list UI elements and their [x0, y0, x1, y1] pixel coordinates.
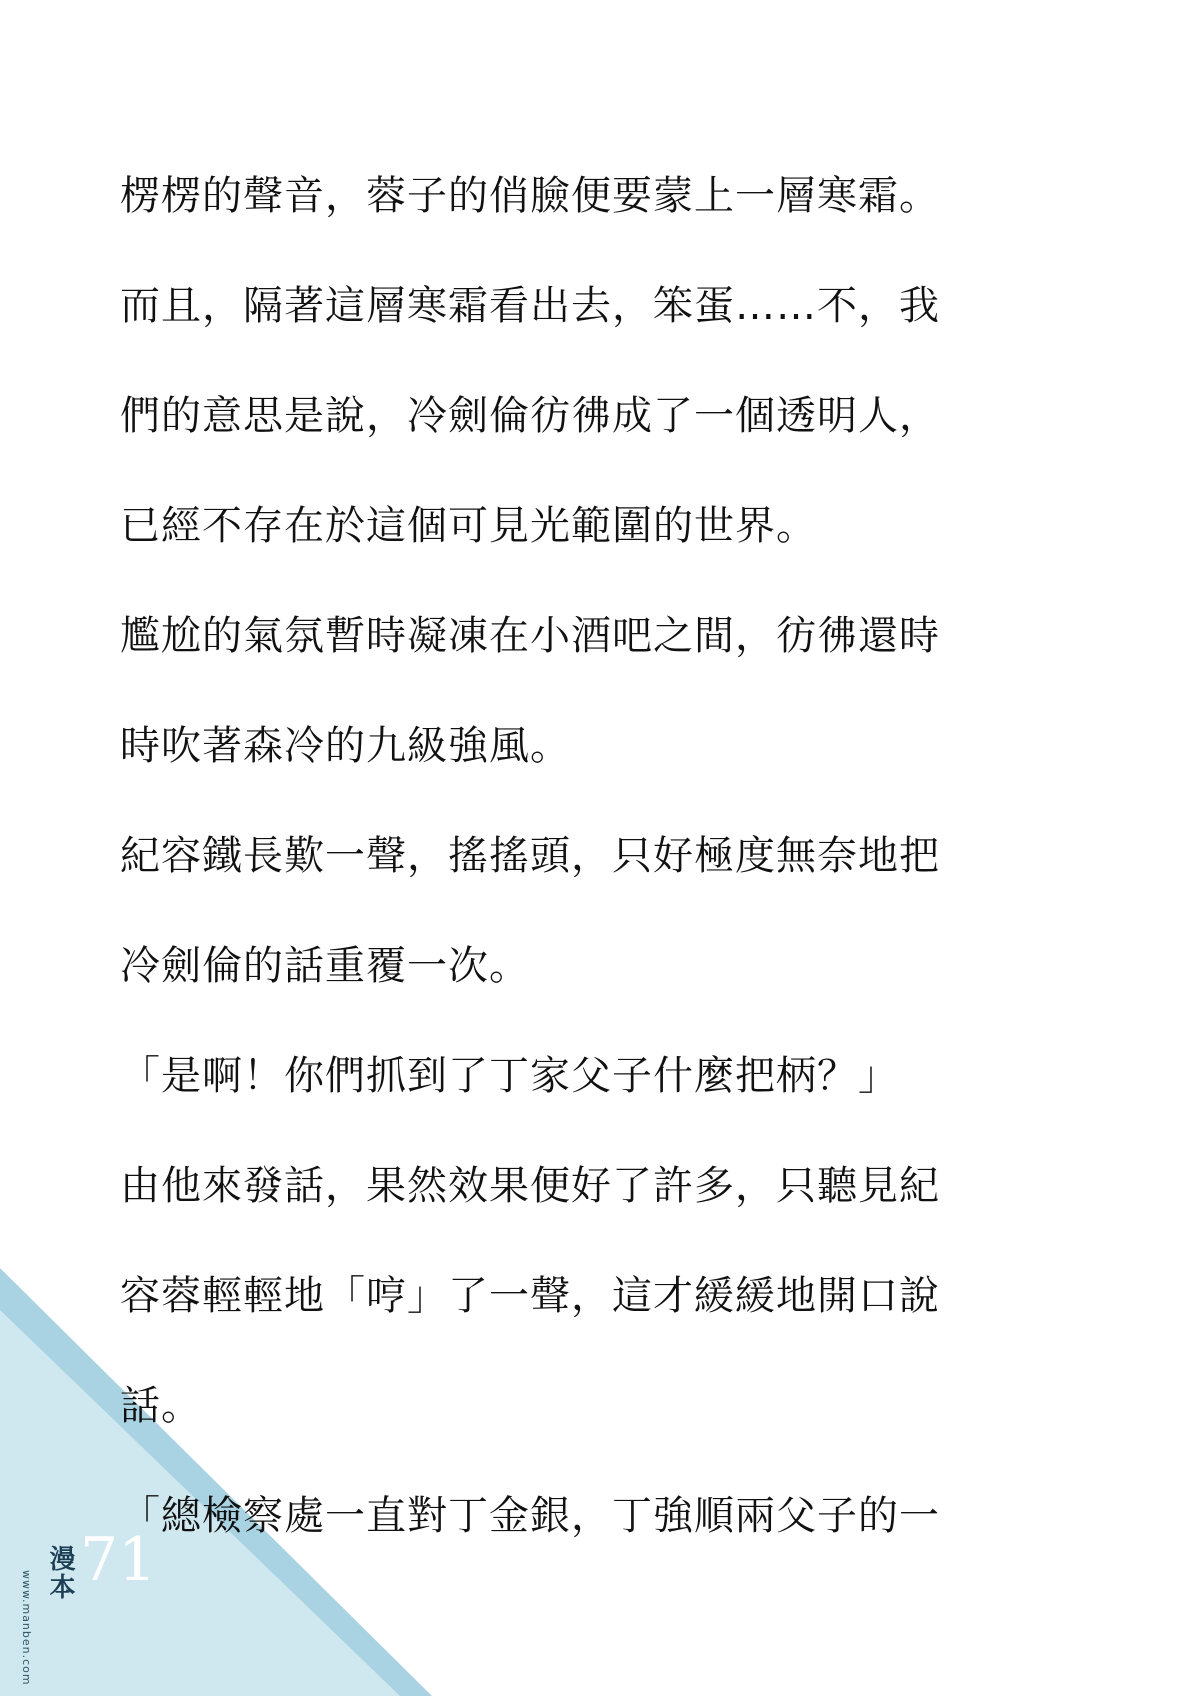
body-line: 時吹著森冷的九級強風。 [120, 723, 571, 769]
page-number: 71 [80, 1525, 157, 1595]
body-line: 話。 [120, 1383, 202, 1429]
body-line: 而且，隔著這層寒霜看出去，笨蛋……不，我 [120, 283, 940, 329]
body-line: 容蓉輕輕地「哼」了一聲，這才緩緩地開口說 [120, 1273, 940, 1319]
watermark-logo: 漫本 [45, 1545, 75, 1601]
body-line: 由他來發話，果然效果便好了許多，只聽見紀 [120, 1163, 940, 1209]
body-line: 「總檢察處一直對丁金銀，丁強順兩父子的一 [120, 1493, 940, 1539]
body-line: 已經不存在於這個可見光範圍的世界。 [120, 503, 817, 549]
body-line: 尷尬的氣氛暫時凝凍在小酒吧之間，彷彿還時 [120, 613, 940, 659]
body-line: 紀容鐵長歎一聲，搖搖頭，只好極度無奈地把 [120, 833, 940, 879]
body-line: 們的意思是說，冷劍倫彷彿成了一個透明人， [120, 393, 940, 439]
watermark-url: www.manben.com [20, 1570, 33, 1686]
body-line: 楞楞的聲音，蓉子的俏臉便要蒙上一層寒霜。 [120, 173, 940, 219]
body-line: 冷劍倫的話重覆一次。 [120, 943, 530, 989]
body-line: 「是啊！你們抓到了丁家父子什麼把柄？」 [120, 1053, 899, 1099]
